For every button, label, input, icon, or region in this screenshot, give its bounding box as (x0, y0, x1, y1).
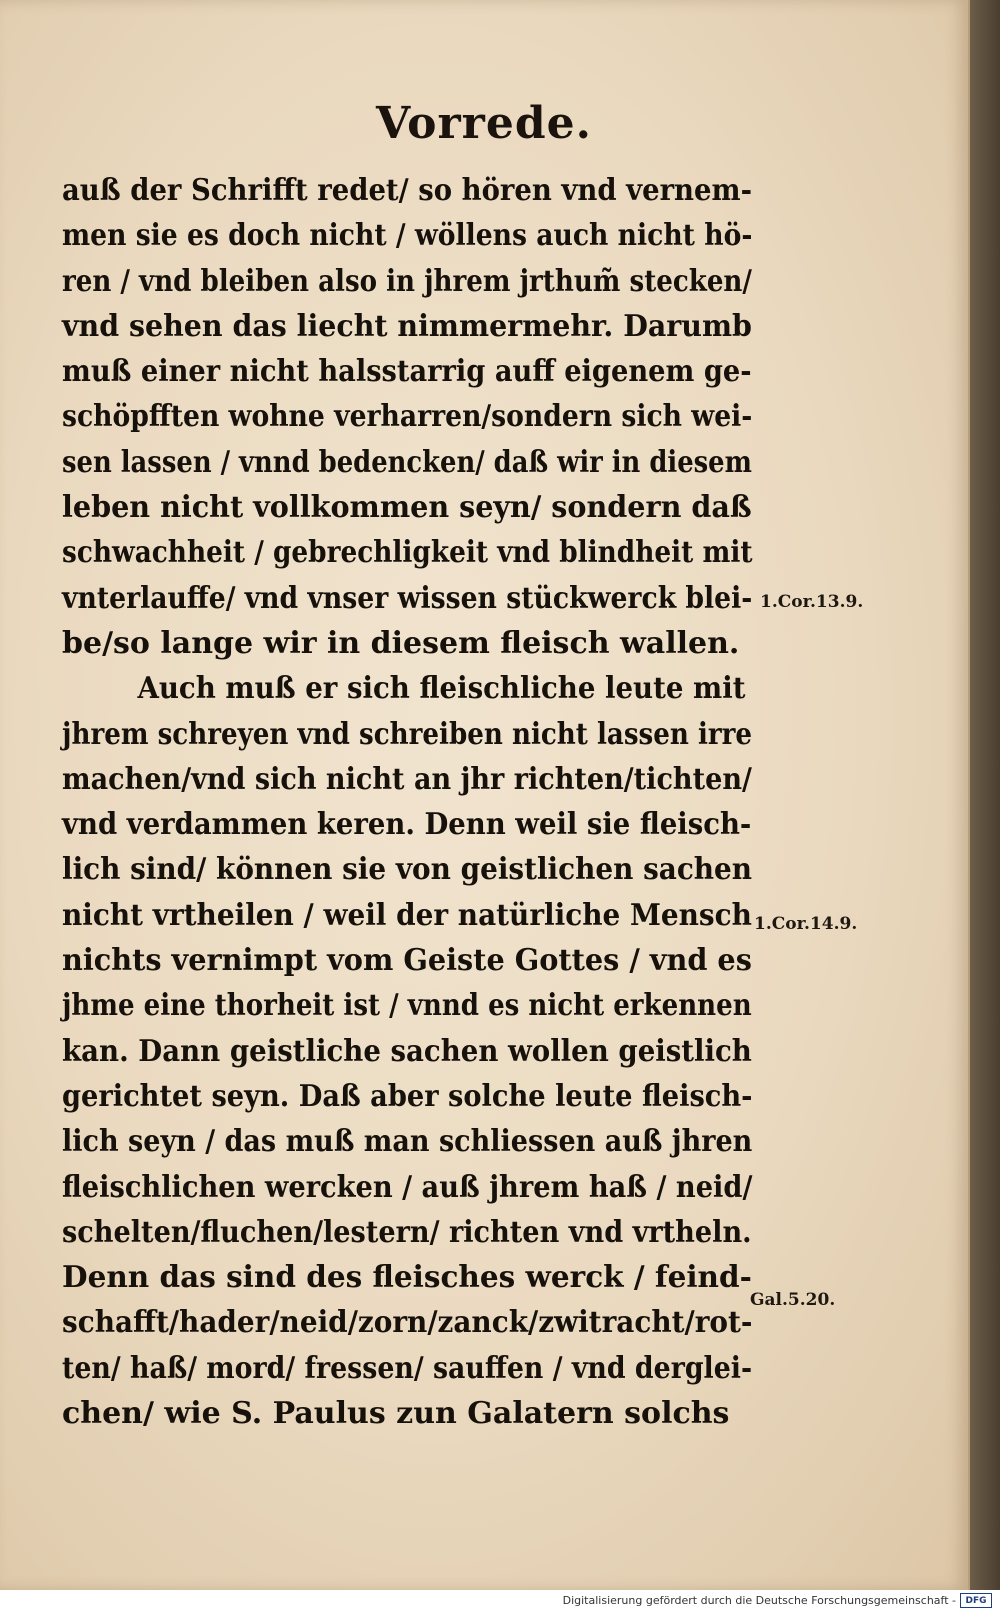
text-line: schafft/hader/neid/zorn/zanck/zwitracht/rot- (62, 1305, 753, 1341)
text-line: chen/ wie S. Paulus zun Galatern solchs (62, 1396, 730, 1432)
footer-credit: Digitalisierung gefördert durch die Deutsche Forschungsgemeinschaft - (562, 1594, 956, 1607)
text-line: muß einer nicht halsstarrig auff eigenem ge- (62, 354, 752, 390)
text-line: men sie es doch nicht / wöllens auch nicht hö- (62, 218, 753, 254)
text-line: schwachheit / gebrechligkeit vnd blindheit mit (62, 535, 753, 571)
text-line: vnterlauffe/ vnd vnser wissen stückwerck blei- (62, 580, 753, 616)
marginal-note: 1.Cor.14.9. (754, 914, 858, 934)
text-line: machen/vnd sich nicht an jhr richten/tichten/ (62, 761, 752, 797)
text-line: jhme eine thorheit ist / vnnd es nicht erkennen (62, 988, 752, 1024)
text-line: leben nicht vollkommen seyn/ sondern daß (62, 490, 752, 526)
text-line: gerichtet seyn. Daß aber solche leute fleisch- (62, 1078, 753, 1114)
page-heading: Vorrede. (376, 98, 592, 149)
text-line: schelten/fluchen/lestern/ richten vnd vrtheln. (62, 1214, 752, 1250)
text-line: kan. Dann geistliche sachen wollen geistlich (62, 1033, 752, 1069)
text-line: lich seyn / das muß man schliessen auß jhren (62, 1124, 753, 1160)
text-line: Denn das sind des fleisches werck / feind- (62, 1260, 752, 1296)
text-line: sen lassen / vnnd bedencken/ daß wir in diesem (62, 444, 752, 480)
marginal-note: Gal.5.20. (750, 1290, 836, 1310)
text-line: schöpfften wohne verharren/sondern sich wei- (62, 399, 753, 435)
body-text (62, 168, 752, 1436)
text-line: nicht vrtheilen / weil der natürliche Mensch (62, 897, 752, 933)
dfg-logo: DFG (960, 1593, 992, 1608)
text-line: ten/ haß/ mord/ fressen/ sauffen / vnd derglei- (62, 1350, 753, 1386)
text-line: be/so lange wir in diesem fleisch wallen. (62, 625, 740, 661)
text-line: jhrem schreyen vnd schreiben nicht lassen irre (62, 716, 753, 752)
text-line: fleischlichen wercken / auß jhrem haß / neid/ (62, 1169, 753, 1205)
text-line: vnd verdammen keren. Denn weil sie fleisch- (62, 807, 752, 843)
text-line: vnd sehen das liecht nimmermehr. Darumb (62, 308, 752, 344)
marginal-note: 1.Cor.13.9. (760, 592, 864, 612)
text-line: nichts vernimpt vom Geiste Gottes / vnd es (62, 943, 752, 979)
paragraph-first-line: Auch muß er sich fleischliche leute mit (137, 671, 746, 707)
text-line: ren / vnd bleiben also in jhrem jrthum̃ stecken/ (62, 263, 752, 299)
text-line: auß der Schrifft redet/ so hören vnd vernem- (62, 173, 753, 208)
footer-bar (0, 1590, 1000, 1612)
text-line: lich sind/ können sie von geistlichen sachen (62, 852, 753, 888)
